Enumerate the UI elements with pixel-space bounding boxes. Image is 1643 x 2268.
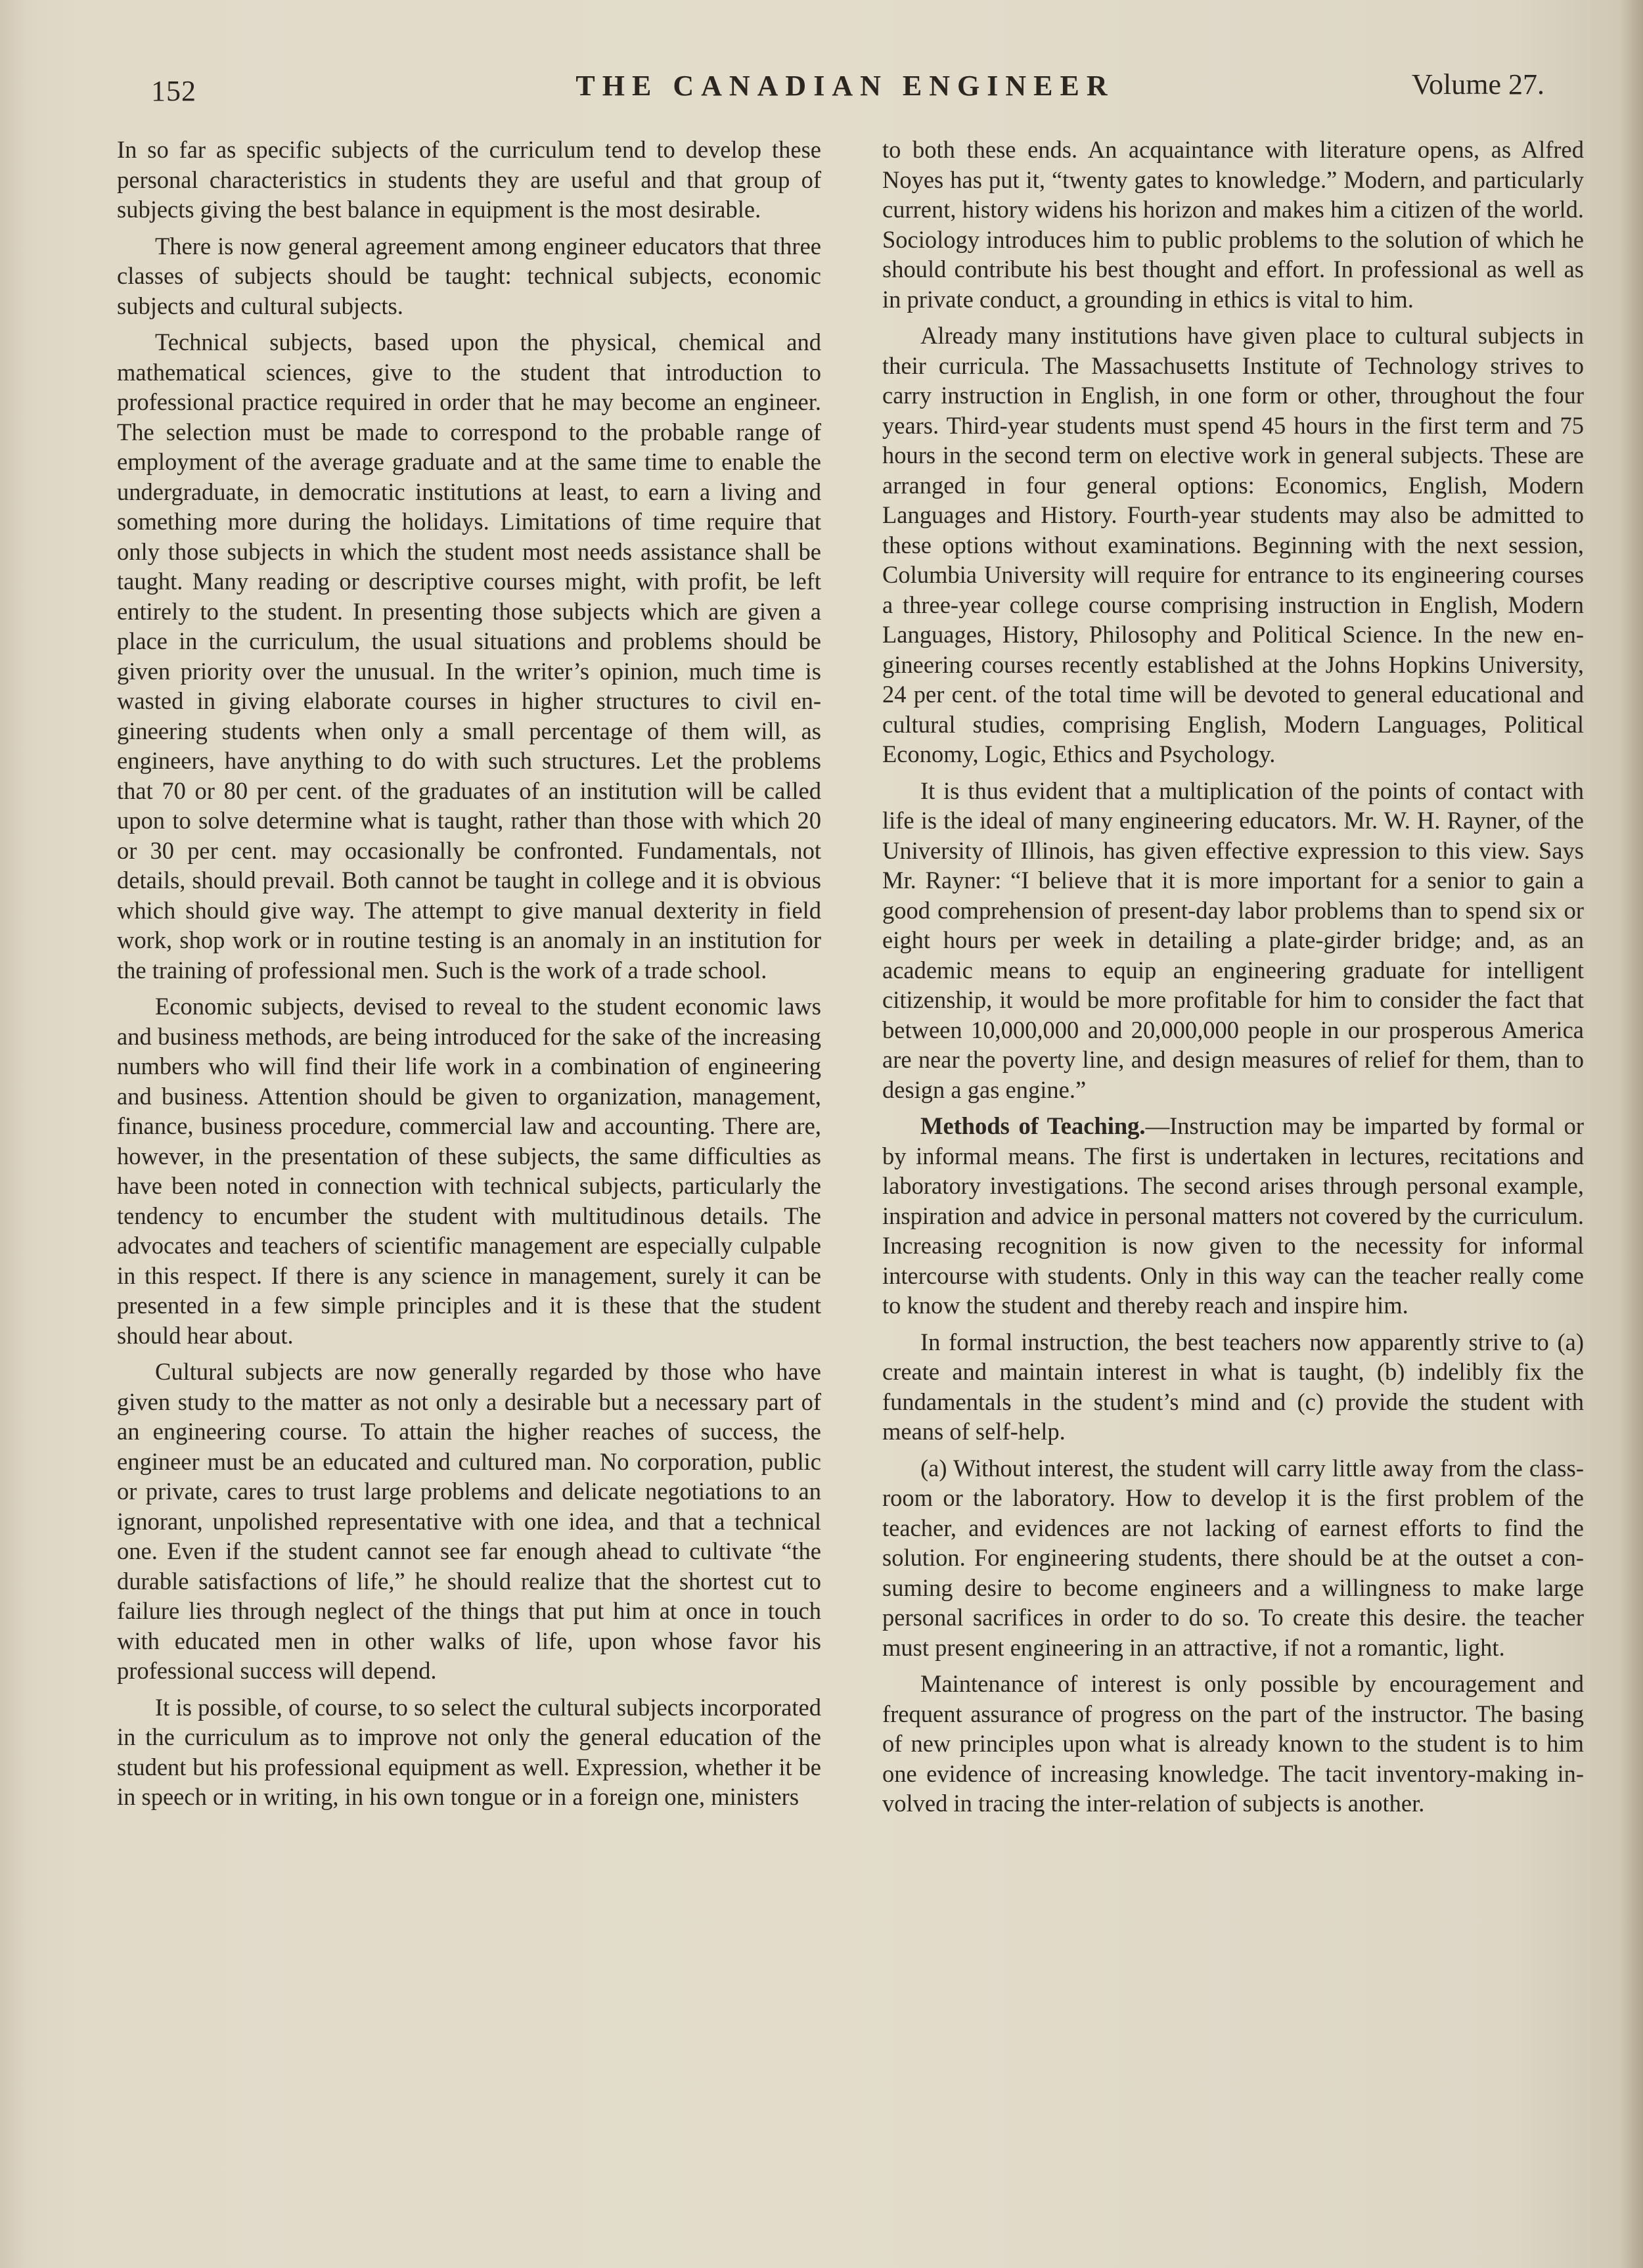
paragraph: Cultural subjects are now generally regarded by those who have given study to the matter as not only a desirable but a necessary part of an engineering course. To attain the higher reaches of success, the engineer must be an educated and cultured man. No corporation, public or private, cares to trust large problems and delicate negotiations to an ignorant, unpolished representative with one idea, and that a technical one. Even if the student cannot see far enough ahead to cultivate “the durable satisfactions of life,” he should realize that the shortest cut to failure lies through neglect of the things that put him at once in touch with educated men in other walks of life, upon whose favor his professional success will depend. — [117, 1358, 821, 1684]
paragraph: Economic subjects, devised to reveal to the student economic laws and business methods, are being introduced for the sake of the increasing numbers who will find their life work in a combination of engineering and business. Attention should be given to organization, management, finance, business procedure, commercial law and accounting. There are, however, in the presentation of these subjects, the same difficulties as have been noted in connection with technical subjects, particularly the tendency to encumber the student with multitudinous details. The advocates and teachers of scientific management are especially culpable in this respect. If there is any science in management, surely it can be presented in a few simple principles and it is these that the student should hear about. — [117, 993, 821, 1349]
running-header — [146, 62, 1544, 107]
paragraph: It is thus evident that a multiplication of the points of contact with life is the ideal of many engineering educators. Mr. W. H. Rayner, of the University of Illinois, has given effective expression to this view. Says Mr. Rayner: “I believe that it is more important for a senior to gain a good comprehension of present-day labor problems than to spend six or eight hours per week in detailing a plate-girder bridge; and, as an academic means to equip an engineering graduate for intelligent citizenship, it would be more profitable for him to consider the fact that between 10,000,000 and 20,000,000 people in our prosperous America are near the poverty line, and design measures of relief for them, than to design a gas engine.” — [882, 777, 1584, 1103]
paragraph: There is now general agreement among engineer educators that three classes of subjects should be taught: technical subjects, economic subjects and cultural subjects. — [117, 232, 821, 319]
paragraph-methods-of-teaching — [882, 1111, 1584, 1321]
paragraph-text: —Instruction may be imparted by formal or by informal means. The first is undertaken in lectures, recitations and laboratory investigations. The second arises through personal example, inspiration and advice in personal matters not covered by the curriculum. Increasing recognition is now given to the necessity for informal intercourse with students. Only in this way can the teacher really come to know the student and thereby reach and inspire him. — [882, 1112, 1584, 1319]
paragraph: Maintenance of interest is only possible by encouragement and frequent assurance of progress on the part of the instructor. The basing of new principles upon what is already known to the student is to him one evidence of increasing knowledge. The tacit inventory-making involved in tracing the inter-relation of subjects is another. — [882, 1670, 1584, 1817]
volume-label: Volume 27. — [1411, 68, 1544, 101]
paragraph: It is possible, of course, to so select the cultural subjects incorporated in the curriculum as to improve not only the general education of the student but his professional equipment as well. Expression, whether it be in speech or in writing, in his own tongue or in a foreign one, ministers — [117, 1693, 821, 1810]
paragraph: In formal instruction, the best teachers now apparently strive to (a) create and maintain interest in what is taught, (b) indelibly fix the fundamentals in the student’s mind and (c) provide the student with means of self-help. — [882, 1328, 1584, 1445]
paragraph: Already many institutions have given place to cultural subjects in their curricula. The Massachusetts Institute of Technology strives to carry instruction in English, in one form or other, throughout the four years. Third-year students must spend 45 hours in the first term and 75 hours in the second term on elective work in general subjects. These are arranged in four general options: Economics, English, Modern Languages and History. Fourth-year students may also be admitted to these options without examinations. Beginning with the next session, Columbia University will require for entrance to its engineering courses a three-year college course comprising instruction in English, Modern Languages, History, Philosophy and Political Science. In the new engineering courses recently established at the Johns Hopkins University, 24 per cent. of the total time will be devoted to general educational and cultural studies, comprising English, Modern Languages, Political Economy, Logic, Ethics and Psychology. — [882, 322, 1584, 767]
left-column — [117, 135, 821, 1812]
right-column — [882, 135, 1584, 1819]
journal-title: THE CANADIAN ENGINEER — [575, 70, 1115, 102]
paragraph: In so far as specific subjects of the curriculum tend to develop these personal characteristics in students they are useful and that group of subjects giving the best balance in equipment is the most desirable. — [117, 136, 821, 223]
page-number: 152 — [151, 75, 196, 107]
page-edge-shadow — [1619, 0, 1643, 2268]
section-heading: Methods of Teaching. — [920, 1112, 1146, 1139]
paragraph: (a) Without interest, the student will carry little away from the class-room or the laboratory. How to develop it is the first problem of the teacher, and evidences are not lacking of earnest efforts to find the solution. For engineering students, there should be at the outset a consuming desire to become engineers and a willingness to make large personal sacrifices in order to do so. To create this desire. the teacher must present engineering in an attractive, if not a romantic, light. — [882, 1454, 1584, 1661]
paragraph: Technical subjects, based upon the physical, chemical and mathematical sciences, give to the student that introduction to professional practice required in order that he may become an engineer. The selection must be made to correspond to the probable range of employment of the average graduate and at the same time to enable the undergraduate, in democratic institutions at least, to earn a living and something more during the holidays. Limitations of time require that only those subjects in which the student most needs assistance shall be taught. Many reading or descriptive courses might, with profit, be left entirely to the student. In presenting those subjects which are given a place in the curriculum, the usual situations and problems should be given priority over the unusual. In the writer’s opinion, much time is wasted in giving elaborate courses in higher structures to civil engineering students when only a small percentage of them will, as engineers, have anything to do with such structures. Let the problems that 70 or 80 per cent. of the graduates of an institution will be called upon to solve determine what is taught, rather than those with which 20 or 30 per cent. may occasionally be confronted. Fundamentals, not details, should prevail. Both cannot be taught in college and it is obvious which should give way. The attempt to give manual dexterity in field work, shop work or in routine testing is an anomaly in an institution for the training of professional men. Such is the work of a trade school. — [117, 329, 821, 984]
paragraph: to both these ends. An acquaintance with literature opens, as Alfred Noyes has put it, “twenty gates to knowledge.” Modern, and particularly current, history widens his horizon and makes him a citizen of the world. Sociology introduces him to public problems to the solution of which he should contribute his best thought and effort. In professional as well as in private conduct, a grounding in ethics is vital to him. — [882, 136, 1584, 313]
